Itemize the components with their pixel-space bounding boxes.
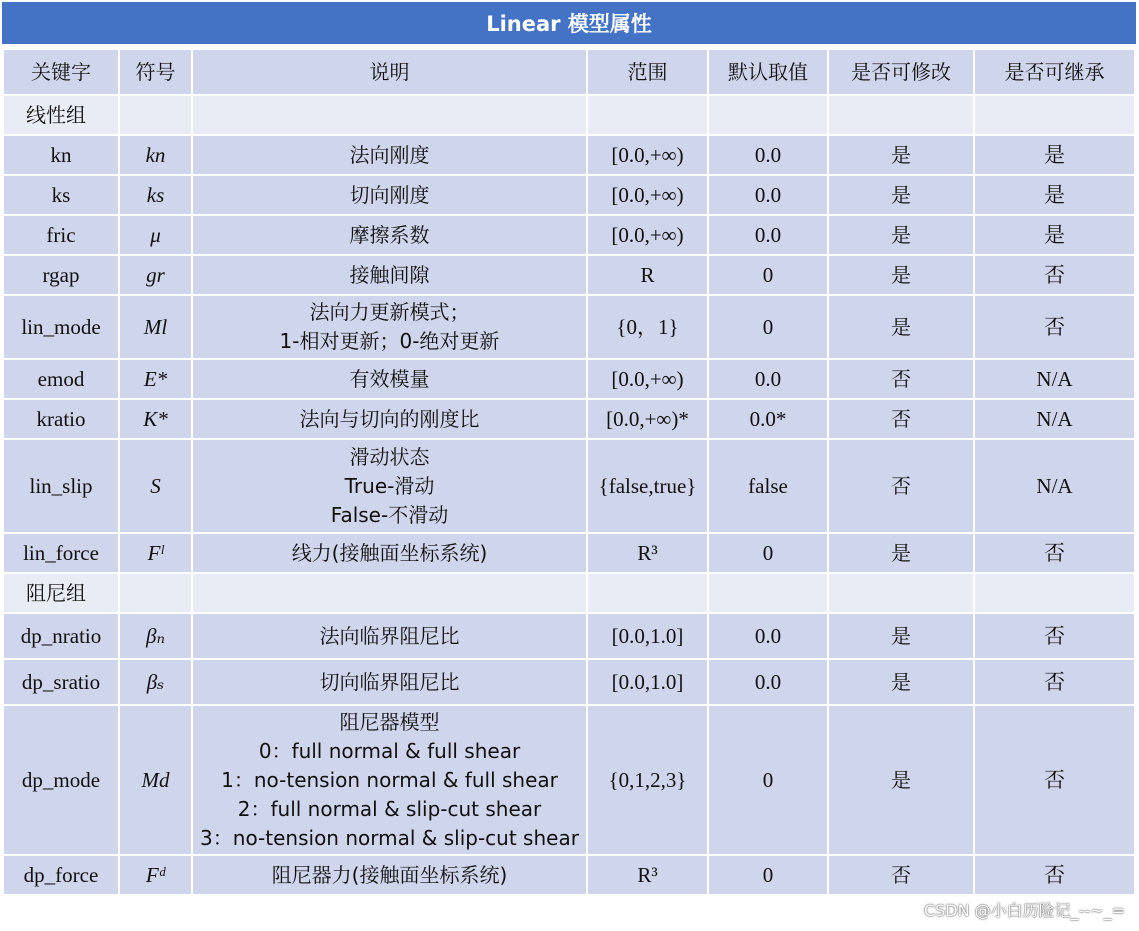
empty-cell bbox=[193, 96, 586, 134]
header-row bbox=[4, 50, 1134, 94]
table-row bbox=[4, 660, 1134, 704]
symbol-cell: Fˡ bbox=[120, 534, 191, 572]
range-cell: R³ bbox=[588, 534, 707, 572]
description-cell bbox=[193, 176, 586, 214]
modifiable-cell: 否 bbox=[829, 440, 973, 532]
modifiable-cell: 是 bbox=[829, 614, 973, 658]
inheritable-cell: 否 bbox=[975, 614, 1134, 658]
description-cell bbox=[193, 360, 586, 398]
description-line: 法向临界阻尼比 bbox=[319, 623, 460, 648]
description-line: 1-相对更新；0-绝对更新 bbox=[279, 329, 500, 353]
table-row bbox=[4, 256, 1134, 294]
description-cell bbox=[193, 706, 586, 854]
keyword-cell: ks bbox=[4, 176, 118, 214]
empty-cell bbox=[829, 96, 973, 134]
inheritable-cell: 否 bbox=[975, 534, 1134, 572]
group-label: 阻尼组 bbox=[4, 574, 118, 612]
empty-cell bbox=[829, 574, 973, 612]
group-label: 线性组 bbox=[4, 96, 118, 134]
description-line: 0：full normal & full shear bbox=[258, 738, 521, 763]
keyword-cell: dp_sratio bbox=[4, 660, 118, 704]
modifiable-cell: 是 bbox=[829, 296, 973, 358]
default-cell: 0 bbox=[709, 856, 827, 894]
symbol-cell: gr bbox=[120, 256, 191, 294]
range-cell: R bbox=[588, 256, 707, 294]
default-cell: false bbox=[709, 440, 827, 532]
inheritable-cell: 否 bbox=[975, 660, 1134, 704]
range-cell: {0,1,2,3} bbox=[588, 706, 707, 854]
modifiable-cell: 是 bbox=[829, 706, 973, 854]
header-cell: 范围 bbox=[588, 50, 707, 94]
modifiable-cell: 是 bbox=[829, 256, 973, 294]
default-cell: 0 bbox=[709, 706, 827, 854]
symbol-cell: E* bbox=[120, 360, 191, 398]
description-line: True-滑动 bbox=[344, 473, 435, 498]
keyword-cell: fric bbox=[4, 216, 118, 254]
range-cell: [0.0,+∞) bbox=[588, 176, 707, 214]
inheritable-cell: 否 bbox=[975, 256, 1134, 294]
description-line: 切向刚度 bbox=[349, 182, 430, 207]
default-cell: 0.0 bbox=[709, 216, 827, 254]
empty-cell bbox=[120, 96, 191, 134]
header-cell: 符号 bbox=[120, 50, 191, 94]
table-row bbox=[4, 706, 1134, 854]
description-cell bbox=[193, 856, 586, 894]
symbol-cell: ks bbox=[120, 176, 191, 214]
default-cell: 0.0 bbox=[709, 660, 827, 704]
header-cell: 默认取值 bbox=[709, 50, 827, 94]
modifiable-cell: 是 bbox=[829, 660, 973, 704]
inheritable-cell: 是 bbox=[975, 176, 1134, 214]
description-line: 法向刚度 bbox=[349, 142, 430, 167]
header-cell: 是否可修改 bbox=[829, 50, 973, 94]
inheritable-cell: N/A bbox=[975, 360, 1134, 398]
keyword-cell: dp_force bbox=[4, 856, 118, 894]
table-title: Linear 模型属性 bbox=[2, 2, 1136, 44]
header-cell: 关键字 bbox=[4, 50, 118, 94]
keyword-cell: lin_mode bbox=[4, 296, 118, 358]
default-cell: 0 bbox=[709, 534, 827, 572]
modifiable-cell: 是 bbox=[829, 176, 973, 214]
description-cell bbox=[193, 534, 586, 572]
table-row bbox=[4, 216, 1134, 254]
range-cell: {0，1} bbox=[588, 296, 707, 358]
default-cell: 0 bbox=[709, 296, 827, 358]
description-line: 1：no-tension normal & full shear bbox=[221, 767, 558, 792]
range-cell: [0.0,1.0] bbox=[588, 660, 707, 704]
table-row bbox=[4, 614, 1134, 658]
inheritable-cell: N/A bbox=[975, 400, 1134, 438]
description-cell bbox=[193, 136, 586, 174]
table-row bbox=[4, 534, 1134, 572]
group-row bbox=[4, 96, 1134, 134]
range-cell: [0.0,+∞) bbox=[588, 216, 707, 254]
modifiable-cell: 是 bbox=[829, 216, 973, 254]
table-row bbox=[4, 296, 1134, 358]
description-line: 法向与切向的刚度比 bbox=[299, 406, 480, 431]
symbol-cell: Ml bbox=[120, 296, 191, 358]
description-line: 滑动状态 bbox=[349, 444, 430, 469]
properties-table bbox=[2, 48, 1136, 896]
range-cell: [0.0,1.0] bbox=[588, 614, 707, 658]
empty-cell bbox=[975, 574, 1134, 612]
description-line: False-不滑动 bbox=[330, 502, 449, 527]
inheritable-cell: 否 bbox=[975, 296, 1134, 358]
symbol-cell: Fᵈ bbox=[120, 856, 191, 894]
inheritable-cell: 否 bbox=[975, 706, 1134, 854]
description-cell bbox=[193, 296, 586, 358]
empty-cell bbox=[709, 96, 827, 134]
table-row bbox=[4, 176, 1134, 214]
range-cell: [0.0,+∞) bbox=[588, 136, 707, 174]
keyword-cell: lin_force bbox=[4, 534, 118, 572]
table-row bbox=[4, 440, 1134, 532]
symbol-cell: S bbox=[120, 440, 191, 532]
range-cell: R³ bbox=[588, 856, 707, 894]
watermark: CSDN @小白历险记_--~_= bbox=[923, 901, 1125, 920]
description-cell bbox=[193, 216, 586, 254]
description-cell bbox=[193, 440, 586, 532]
empty-cell bbox=[709, 574, 827, 612]
empty-cell bbox=[975, 96, 1134, 134]
keyword-cell: lin_slip bbox=[4, 440, 118, 532]
description-line: 2：full normal & slip-cut shear bbox=[237, 796, 542, 821]
inheritable-cell: 是 bbox=[975, 216, 1134, 254]
empty-cell bbox=[588, 574, 707, 612]
inheritable-cell: 是 bbox=[975, 136, 1134, 174]
description-line: 切向临界阻尼比 bbox=[319, 669, 460, 694]
range-cell: [0.0,+∞)* bbox=[588, 400, 707, 438]
description-line: 有效模量 bbox=[349, 366, 430, 391]
empty-cell bbox=[193, 574, 586, 612]
description-line: 3：no-tension normal & slip-cut shear bbox=[200, 825, 579, 850]
keyword-cell: kratio bbox=[4, 400, 118, 438]
symbol-cell: βₛ bbox=[120, 660, 191, 704]
table-row bbox=[4, 136, 1134, 174]
description-line: 阻尼器模型 bbox=[339, 709, 440, 734]
keyword-cell: emod bbox=[4, 360, 118, 398]
range-cell: {false,true} bbox=[588, 440, 707, 532]
description-line: 接触间隙 bbox=[349, 262, 430, 287]
symbol-cell: kn bbox=[120, 136, 191, 174]
inheritable-cell: N/A bbox=[975, 440, 1134, 532]
symbol-cell: μ bbox=[120, 216, 191, 254]
default-cell: 0.0 bbox=[709, 360, 827, 398]
description-cell bbox=[193, 256, 586, 294]
default-cell: 0.0* bbox=[709, 400, 827, 438]
table-row bbox=[4, 360, 1134, 398]
default-cell: 0 bbox=[709, 256, 827, 294]
modifiable-cell: 是 bbox=[829, 136, 973, 174]
table-row bbox=[4, 400, 1134, 438]
group-row bbox=[4, 574, 1134, 612]
default-cell: 0.0 bbox=[709, 136, 827, 174]
description-cell bbox=[193, 614, 586, 658]
description-line: 法向力更新模式； bbox=[309, 300, 470, 324]
default-cell: 0.0 bbox=[709, 176, 827, 214]
modifiable-cell: 否 bbox=[829, 360, 973, 398]
symbol-cell: K* bbox=[120, 400, 191, 438]
range-cell: [0.0,+∞) bbox=[588, 360, 707, 398]
modifiable-cell: 否 bbox=[829, 856, 973, 894]
default-cell: 0.0 bbox=[709, 614, 827, 658]
description-cell bbox=[193, 660, 586, 704]
header-cell: 说明 bbox=[193, 50, 586, 94]
symbol-cell: βₙ bbox=[120, 614, 191, 658]
keyword-cell: dp_mode bbox=[4, 706, 118, 854]
modifiable-cell: 是 bbox=[829, 534, 973, 572]
symbol-cell: Md bbox=[120, 706, 191, 854]
description-cell bbox=[193, 400, 586, 438]
empty-cell bbox=[120, 574, 191, 612]
keyword-cell: dp_nratio bbox=[4, 614, 118, 658]
modifiable-cell: 否 bbox=[829, 400, 973, 438]
empty-cell bbox=[588, 96, 707, 134]
description-line: 阻尼器力(接触面坐标系统) bbox=[271, 862, 508, 887]
description-line: 线力(接触面坐标系统) bbox=[291, 540, 488, 565]
header-cell: 是否可继承 bbox=[975, 50, 1134, 94]
inheritable-cell: 否 bbox=[975, 856, 1134, 894]
table-row bbox=[4, 856, 1134, 894]
keyword-cell: rgap bbox=[4, 256, 118, 294]
description-line: 摩擦系数 bbox=[349, 222, 430, 247]
keyword-cell: kn bbox=[4, 136, 118, 174]
